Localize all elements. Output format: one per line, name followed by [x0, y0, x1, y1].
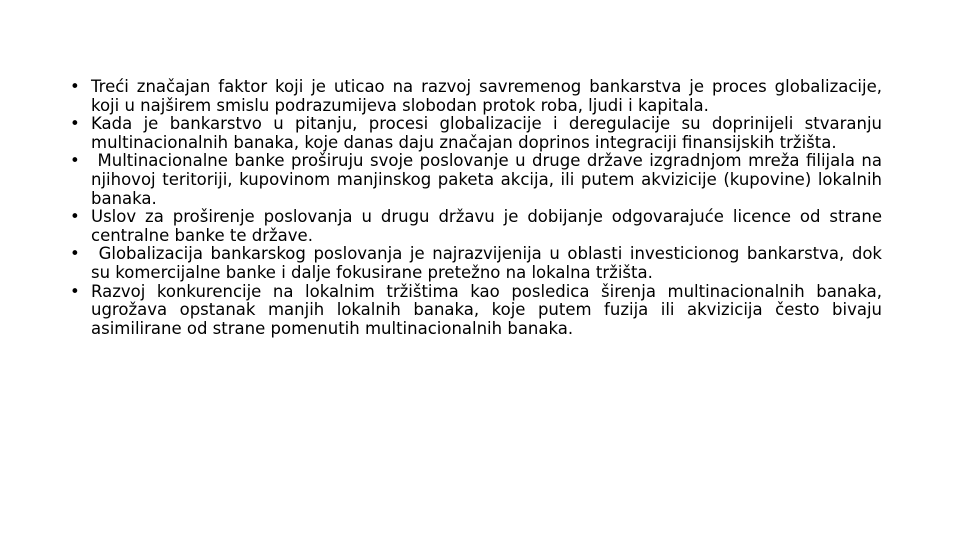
bullet-item: [70, 78, 882, 115]
bullet-text: Treći značajan faktor koji je uticao na razvoj savremenog bankarstva je proces globalizacije, koji u najširem smislu podrazumijeva slobodan protok roba, ljudi i kapitala.: [91, 77, 882, 115]
bullet-list: [70, 77, 888, 338]
bullet-item: [70, 208, 882, 245]
bullet-text: Uslov za proširenje poslovanja u drugu državu je dobijanje odgovarajuće licence od strane centralne banke te države.: [91, 207, 882, 245]
bullet-icon: •: [70, 244, 80, 264]
bullet-icon: •: [70, 151, 80, 171]
bullet-item: [70, 244, 888, 282]
bullet-item: [70, 151, 888, 208]
bullet-icon: •: [70, 281, 80, 301]
bullet-item: [70, 115, 882, 152]
bullet-text: Globalizacija bankarskog poslovanja je najrazvijenija u oblasti investicionog bankarstva, dok su komercijalne banke i dalje fokusirane pretežno na lokalna tržišta.: [91, 244, 888, 282]
bullet-icon: •: [70, 207, 80, 227]
bullet-text: Kada je bankarstvo u pitanju, procesi globalizacije i deregulacije su doprinijeli stvaranju multinacionalnih banaka, koje danas daju značajan doprinos integraciji finansijskih tržišta.: [91, 114, 882, 152]
bullet-icon: •: [70, 114, 80, 134]
bullet-item: [70, 283, 882, 339]
bullet-icon: •: [70, 77, 80, 96]
bullet-text: Multinacionalne banke proširuju svoje poslovanje u druge države izgradnjom mreža filijala na njihovoj teritoriji, kupovinom manjinskog paketa akcija, ili putem akvizicije (kupovine) lokalnih banaka.: [91, 151, 888, 208]
bullet-text: Razvoj konkurencije na lokalnim tržištima kao posledica širenja multinacionalnih banaka, ugrožava opstanak manjih lokalnih banaka, koje putem fuzija ili akvizicija često bivaju asimilirane od strane pomenutih multinacionalnih banaka.: [91, 281, 882, 338]
